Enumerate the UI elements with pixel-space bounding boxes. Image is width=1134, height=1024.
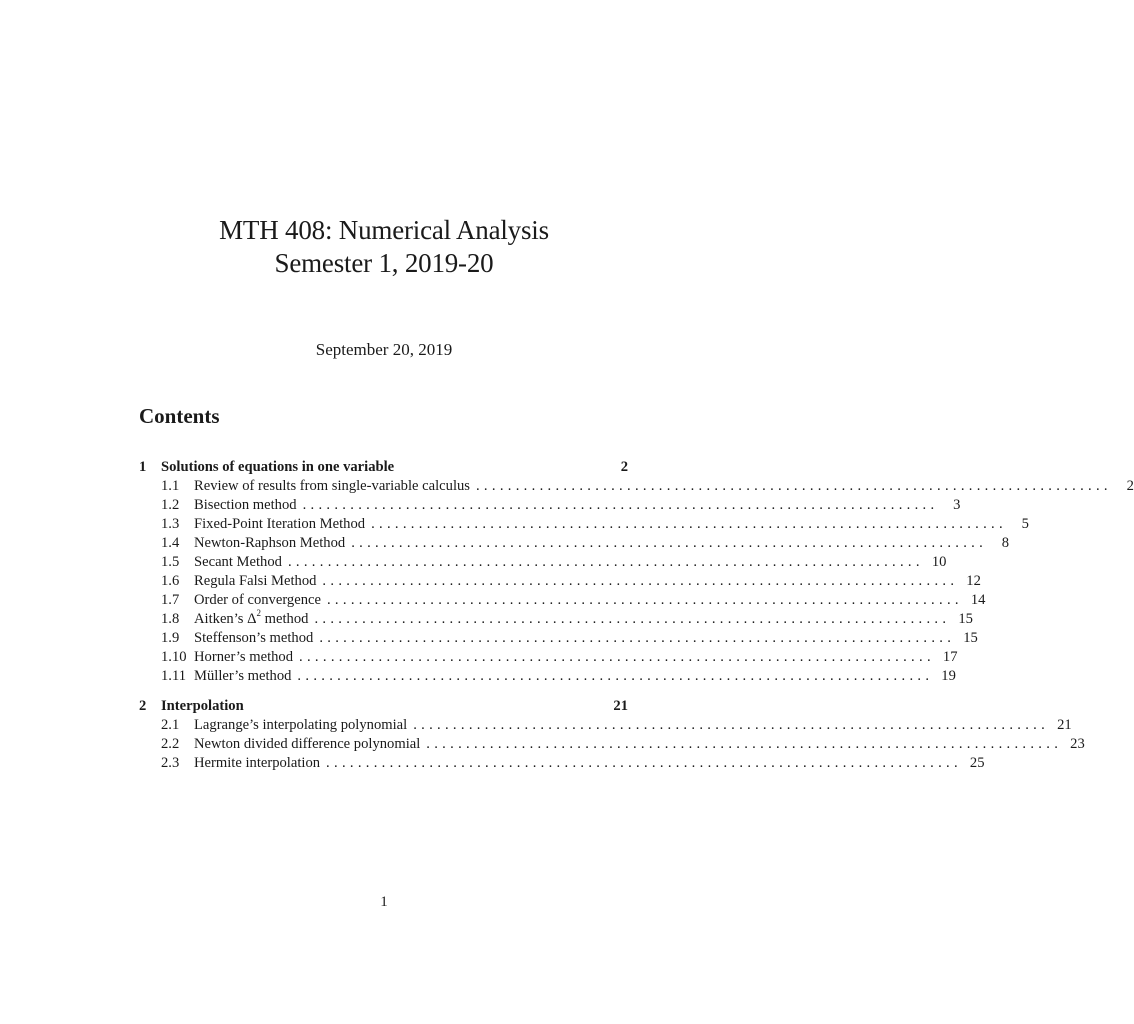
toc-page-number: 3 (953, 497, 961, 513)
toc-entry-1-1[interactable] (139, 477, 1134, 496)
toc-entry-title: Hermite interpolation (194, 755, 321, 771)
toc-leader-dots: ................................................................................ (297, 668, 934, 684)
toc-entry-number: 2.1 (161, 717, 180, 733)
toc-page-number: 21 (613, 698, 628, 714)
toc-page-number: 25 (969, 755, 985, 771)
toc-leader-dots: ................................................................................ (299, 649, 935, 665)
toc-entry-2-3[interactable] (139, 754, 985, 773)
toc-page-number: 15 (958, 611, 973, 627)
toc-entry-number: 1.11 (161, 668, 186, 684)
toc-page-number: 15 (963, 630, 978, 646)
page-number: 1 (380, 894, 388, 910)
toc-entry-1-5[interactable] (139, 553, 947, 572)
toc-entry-title (194, 610, 308, 629)
toc-entry-title-suffix: method (261, 611, 309, 627)
document-subtitle: Semester 1, 2019-20 (274, 248, 494, 278)
toc-leader-dots: ................................................................................ (475, 478, 1112, 494)
toc-entry-number: 2.3 (161, 755, 180, 771)
toc-leader-dots: ................................................................................ (426, 736, 1063, 752)
document-title: MTH 408: Numerical Analysis (219, 215, 549, 245)
toc-leader-dots: ................................................................................ (322, 573, 959, 589)
toc-entry-title: Review of results from single-variable calculus (194, 478, 470, 494)
toc-section-title: Solutions of equations in one variable (161, 459, 395, 475)
toc-leader-dots: ................................................................................ (326, 755, 962, 771)
document-date: September 20, 2019 (315, 340, 453, 359)
table-of-contents (139, 458, 1134, 773)
toc-leader-dots: ................................................................................ (314, 611, 951, 627)
toc-leader-dots: ................................................................................ (351, 535, 988, 551)
toc-entry-title: Secant Method (194, 554, 282, 570)
toc-section-number: 2 (139, 698, 147, 714)
toc-entry-number: 1.5 (161, 554, 180, 570)
toc-page-number: 12 (966, 573, 981, 589)
toc-entry-title: Müller’s method (194, 668, 292, 684)
toc-entry-number: 1.4 (161, 535, 180, 551)
toc-entry-title: Order of convergence (194, 592, 321, 608)
toc-page-number: 5 (1021, 516, 1029, 532)
toc-page-number: 19 (941, 668, 956, 684)
toc-page-number: 8 (1001, 535, 1010, 551)
toc-entry-title: Fixed-Point Iteration Method (194, 516, 366, 532)
toc-entry-1-3[interactable] (139, 515, 1029, 534)
toc-leader-dots: ................................................................................ (371, 516, 1007, 532)
toc-entry-2-2[interactable] (139, 735, 1085, 754)
toc-page-number: 2 (620, 459, 628, 475)
toc-entry-number: 1.6 (161, 573, 180, 589)
toc-entry-1-4[interactable] (139, 534, 1010, 553)
toc-page-number: 23 (1070, 736, 1085, 752)
toc-entry-2-1[interactable] (139, 716, 1072, 735)
toc-entry-number: 1.10 (161, 649, 187, 665)
toc-leader-dots: ................................................................................ (413, 717, 1050, 733)
toc-page-number: 14 (970, 592, 986, 608)
toc-entry-title: Steffenson’s method (194, 630, 314, 646)
toc-entry-1-2[interactable] (139, 496, 961, 515)
toc-entry-title-prefix: Aitken’s Δ (194, 611, 257, 627)
toc-entry-title: Regula Falsi Method (194, 573, 317, 589)
toc-entry-1-6[interactable] (139, 572, 981, 591)
contents-heading: Contents (139, 404, 220, 428)
toc-leader-dots: ................................................................................ (319, 630, 956, 646)
toc-entry-title: Newton divided difference polynomial (194, 736, 421, 752)
title-block (0, 214, 768, 280)
toc-entry-title: Horner’s method (194, 649, 294, 665)
toc-section-2[interactable] (139, 697, 628, 716)
toc-leader-dots: ................................................................................ (302, 497, 939, 513)
toc-entry-number: 1.2 (161, 497, 180, 513)
toc-entry-title-superscript: 2 (256, 608, 261, 619)
toc-entry-number: 1.1 (161, 478, 180, 494)
toc-page-number: 17 (942, 649, 958, 665)
toc-entry-title: Bisection method (194, 497, 297, 513)
toc-section-number: 1 (139, 459, 147, 475)
toc-section-1[interactable] (139, 458, 628, 477)
toc-entry-1-10[interactable] (139, 648, 958, 667)
toc-entry-1-11[interactable] (139, 667, 956, 686)
toc-leader-dots: ................................................................................ (326, 592, 963, 608)
toc-entry-number: 1.3 (161, 516, 180, 532)
toc-entry-title: Newton-Raphson Method (194, 535, 346, 551)
toc-page-number: 21 (1057, 717, 1072, 733)
toc-entry-number: 2.2 (161, 736, 180, 752)
toc-page-number: 2 (1126, 478, 1134, 494)
toc-page-number: 10 (931, 554, 947, 570)
toc-entry-1-7[interactable] (139, 591, 986, 610)
toc-leader-dots: ................................................................................ (287, 554, 924, 570)
toc-entry-1-8[interactable] (139, 608, 973, 629)
toc-entry-number: 1.9 (161, 630, 180, 646)
toc-entry-1-9[interactable] (139, 629, 978, 648)
toc-entry-number: 1.7 (161, 592, 180, 608)
toc-entry-title: Lagrange’s interpolating polynomial (194, 717, 408, 733)
toc-entry-number: 1.8 (161, 611, 180, 627)
toc-section-title: Interpolation (161, 698, 244, 714)
